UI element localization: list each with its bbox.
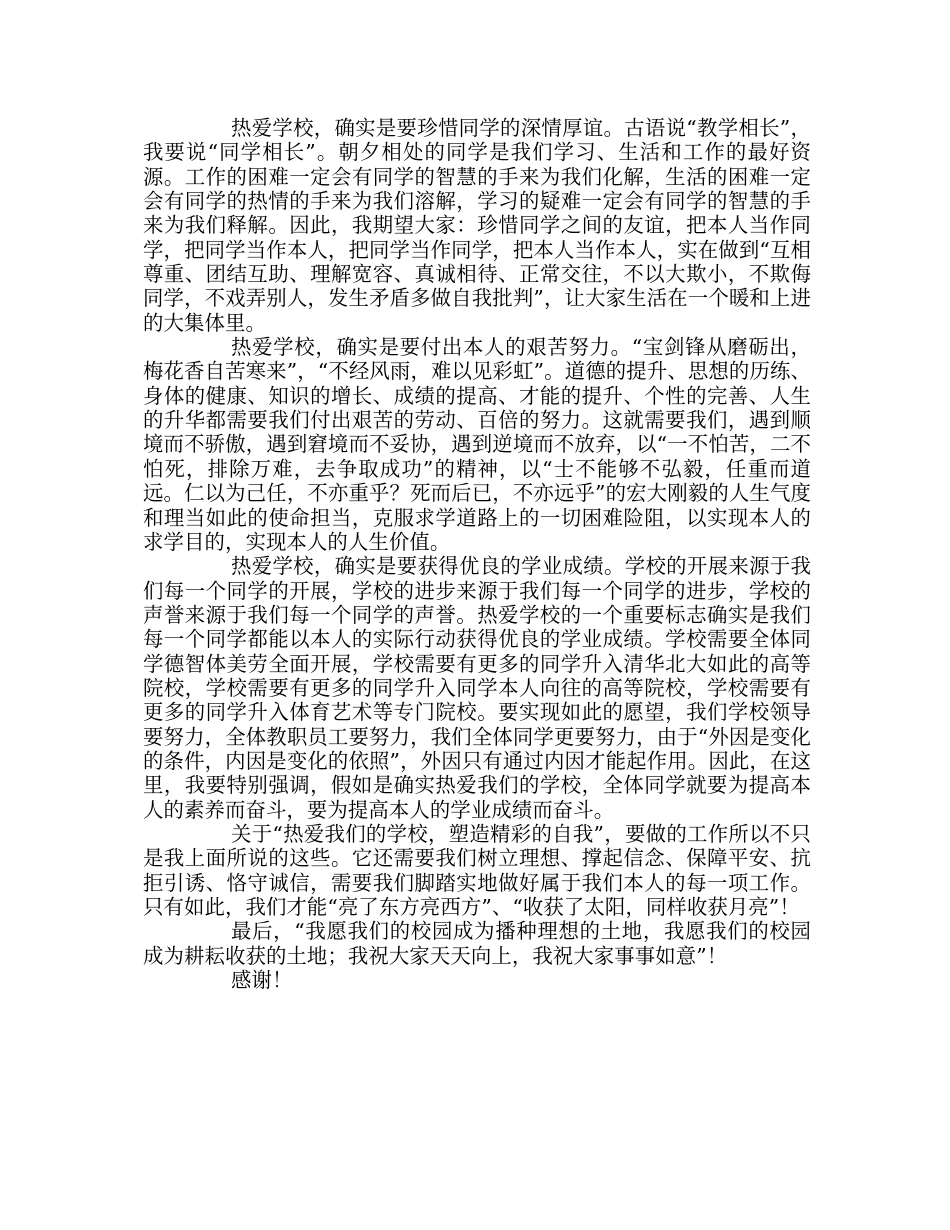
document-body <box>143 116 811 992</box>
paragraph-closing-wish: 最后，“我愿我们的校园成为播种理想的土地，我愿我们的校园成为耕耘收获的土地；我祝大家天天向上，我祝大家事事如意”！ <box>143 919 811 968</box>
paragraph-academic-achievement: 热爱学校，确实是要获得优良的学业成绩。学校的开展来源于我们每一个同学的开展，学校的进步来源于我们每一个同学的进步，学校的声誉来源于我们每一个同学的声誉。热爱学校的一个重要标志确实是我们每一个同学都能以本人的实际行动获得优良的学业成绩。学校需要全体同学德智体美劳全面开展，学校需要有更多的同学升入清华北大如此的高等院校，学校需要有更多的同学升入同学本人向往的高等院校，学校需要有更多的同学升入体育艺术等专门院校。要实现如此的愿望，我们学校领导要努力，全体教职员工要努力，我们全体同学更要努力，由于“外因是变化的条件，内因是变化的依照”，外因只有通过内因才能起作用。因此，在这里，我要特别强调，假如是确实热爱我们的学校，全体同学就要为提高本人的素养而奋斗，要为提高本人的学业成绩而奋斗。 <box>143 554 811 822</box>
paragraph-hard-work: 热爱学校，确实是要付出本人的艰苦努力。“宝剑锋从磨砺出，梅花香自苦寒来”，“不经风雨，难以见彩虹”。道德的提升、思想的历练、身体的健康、知识的增长、成绩的提高、才能的提升、个性的完善、人生的升华都需要我们付出艰苦的劳动、百倍的努力。这就需要我们，遇到顺境而不骄傲，遇到窘境而不妥协，遇到逆境而不放弃，以“一不怕苦，二不怕死，排除万难，去争取成功”的精神，以“士不能够不弘毅，任重而道远。仁以为己任，不亦重乎？死而后已，不亦远乎”的宏大刚毅的人生气度和理当如此的使命担当，克服求学道路上的一切困难险阻，以实现本人的求学目的，实现本人的人生价值。 <box>143 335 811 554</box>
paragraph-more-work: 关于“热爱我们的学校，塑造精彩的自我”，要做的工作所以不只是我上面所说的这些。它还需要我们树立理想、撑起信念、保障平安、抗拒引诱、恪守诚信，需要我们脚踏实地做好属于我们本人的每一项工作。只有如此，我们才能“亮了东方亮西方”、“收获了太阳，同样收获月亮”！ <box>143 821 811 919</box>
paragraph-cherish-classmates: 热爱学校，确实是要珍惜同学的深情厚谊。古语说“教学相长”，我要说“同学相长”。朝夕相处的同学是我们学习、生活和工作的最好资源。工作的困难一定会有同学的智慧的手来为我们化解，生活的困难一定会有同学的热情的手来为我们溶解，学习的疑难一定会有同学的智慧的手来为我们释解。因此，我期望大家：珍惜同学之间的友谊，把本人当作同学，把同学当作本人，把同学当作同学，把本人当作本人，实在做到“互相尊重、团结互助、理解宽容、真诚相待、正常交往，不以大欺小，不欺侮同学，不戏弄别人，发生矛盾多做自我批判”，让大家生活在一个暖和上进的大集体里。 <box>143 116 811 335</box>
paragraph-thanks: 感谢！ <box>231 968 293 993</box>
